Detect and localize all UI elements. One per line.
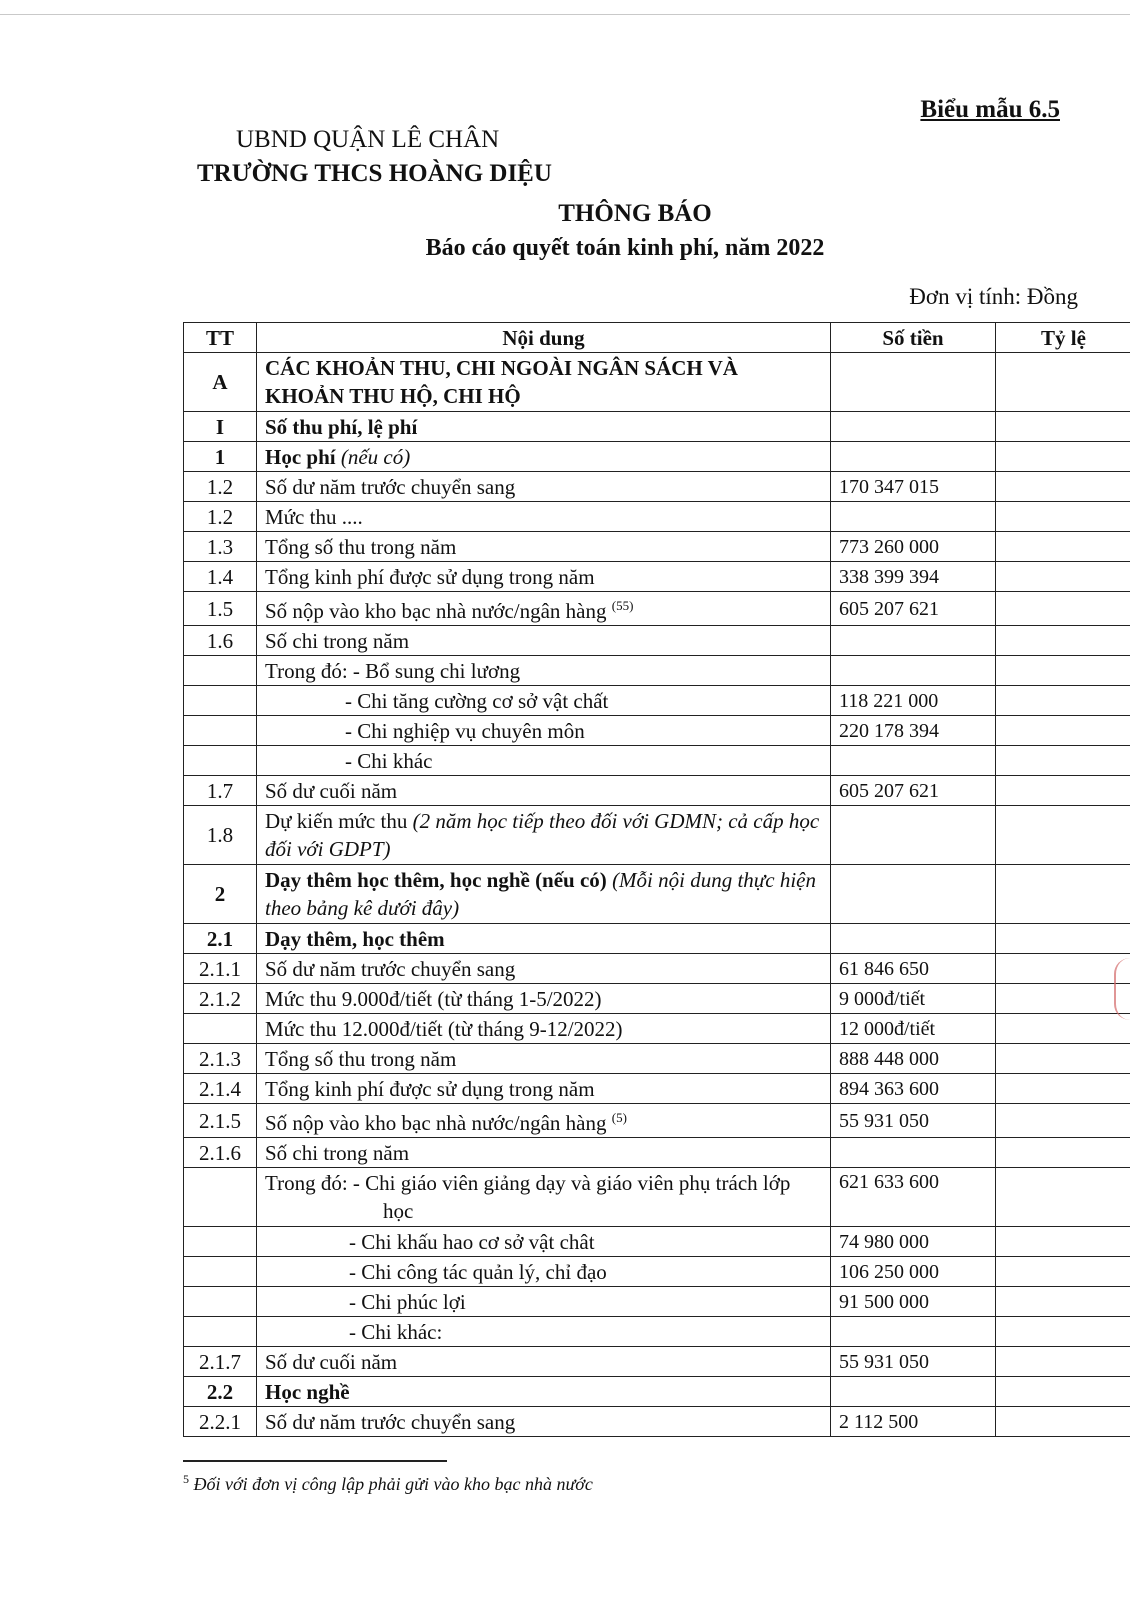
row-content: Tổng kinh phí được sử dụng trong năm: [257, 1074, 831, 1104]
table-row: [184, 1168, 1130, 1227]
row-amount: 106 250 000: [831, 1257, 996, 1287]
row-content: [257, 592, 831, 626]
school-name: TRƯỜNG THCS HOÀNG DIỆU: [197, 160, 552, 187]
table-row: [184, 1014, 1130, 1044]
row-amount: [831, 865, 996, 924]
row-ratio: [996, 442, 1130, 472]
row-content-text: Dự kiến mức thu: [265, 809, 408, 833]
row-ratio: [996, 806, 1130, 865]
row-amount: 621 633 600: [831, 1168, 996, 1227]
row-content: - Chi nghiệp vụ chuyên môn: [257, 716, 831, 746]
row-ratio: [996, 532, 1130, 562]
row-amount: 91 500 000: [831, 1287, 996, 1317]
row-tt: 1.7: [184, 776, 257, 806]
budget-table: [183, 322, 1130, 1437]
row-content: [257, 1104, 831, 1138]
row-content: [257, 442, 831, 472]
row-tt: [184, 656, 257, 686]
row-content: - Chi khấu hao cơ sở vật chât: [257, 1227, 831, 1257]
row-ratio: [996, 1347, 1130, 1377]
row-content-note: (2 năm học tiếp theo đối với GDMN; cả cấp học đối với GDPT): [265, 809, 820, 861]
row-amount: [831, 1138, 996, 1168]
row-content: Số dư năm trước chuyển sang: [257, 472, 831, 502]
footnote-mark: 5: [183, 1472, 189, 1486]
row-tt: 2: [184, 865, 257, 924]
row-ratio: [996, 1168, 1130, 1227]
table-row: [184, 656, 1130, 686]
scan-edge-line: [0, 14, 1130, 15]
table-row: [184, 686, 1130, 716]
table-row: [184, 1257, 1130, 1287]
row-tt: [184, 686, 257, 716]
row-tt: 1.4: [184, 562, 257, 592]
row-amount: [831, 353, 996, 412]
row-content: Số dư cuối năm: [257, 776, 831, 806]
row-content: [257, 865, 831, 924]
row-ratio: [996, 865, 1130, 924]
table-row: [184, 1347, 1130, 1377]
row-amount: [831, 1317, 996, 1347]
row-content: Mức thu 12.000đ/tiết (từ tháng 9-12/2022): [257, 1014, 831, 1044]
row-amount: [831, 806, 996, 865]
row-amount: [831, 924, 996, 954]
table-row: [184, 1377, 1130, 1407]
row-content: Tổng số thu trong năm: [257, 1044, 831, 1074]
row-amount: 55 931 050: [831, 1104, 996, 1138]
row-ratio: [996, 1287, 1130, 1317]
table-row: [184, 984, 1130, 1014]
report-title: Báo cáo quyết toán kinh phí, năm 2022: [425, 235, 825, 261]
table-row: [184, 442, 1130, 472]
row-tt: A: [184, 353, 257, 412]
footnote-text: Đối với đơn vị công lập phải gửi vào kho bạc nhà nước: [193, 1474, 593, 1494]
row-tt: [184, 716, 257, 746]
row-amount: 605 207 621: [831, 592, 996, 626]
row-amount: [831, 626, 996, 656]
row-tt: [184, 1227, 257, 1257]
row-amount: 888 448 000: [831, 1044, 996, 1074]
row-content-text: Học phí: [265, 444, 336, 469]
row-content-text: Trong đó: - Chi giáo viên giảng dạy và giáo viên phụ trách lớp: [265, 1171, 791, 1195]
row-amount: 118 221 000: [831, 686, 996, 716]
table-row: [184, 865, 1130, 924]
footnote-ref: (5): [611, 1110, 627, 1125]
row-content: Mức thu 9.000đ/tiết (từ tháng 1-5/2022): [257, 984, 831, 1014]
row-content: - Chi công tác quản lý, chỉ đạo: [257, 1257, 831, 1287]
table-row: [184, 716, 1130, 746]
row-tt: 2.2.1: [184, 1407, 257, 1437]
row-ratio: [996, 1044, 1130, 1074]
row-tt: 2.1.1: [184, 954, 257, 984]
row-ratio: [996, 1317, 1130, 1347]
row-amount: 12 000đ/tiết: [831, 1014, 996, 1044]
row-tt: 1: [184, 442, 257, 472]
row-tt: 2.1.5: [184, 1104, 257, 1138]
row-content-note: (nếu có): [340, 444, 411, 469]
row-ratio: [996, 716, 1130, 746]
table-row: [184, 353, 1130, 412]
row-content: - Chi tăng cường cơ sở vật chất: [257, 686, 831, 716]
row-content: CÁC KHOẢN THU, CHI NGOÀI NGÂN SÁCH VÀ KHOẢN THU HỘ, CHI HỘ: [257, 353, 831, 412]
footnote: [183, 1472, 593, 1495]
row-content-text: Dạy thêm học thêm, học nghề (nếu có): [265, 868, 607, 892]
row-ratio: [996, 1227, 1130, 1257]
row-amount: 220 178 394: [831, 716, 996, 746]
table-row: [184, 1287, 1130, 1317]
row-ratio: [996, 656, 1130, 686]
row-tt: 2.1.3: [184, 1044, 257, 1074]
row-ratio: [996, 1257, 1130, 1287]
table-row: [184, 502, 1130, 532]
row-ratio: [996, 924, 1130, 954]
row-amount: 55 931 050: [831, 1347, 996, 1377]
row-amount: 9 000đ/tiết: [831, 984, 996, 1014]
table-row: [184, 924, 1130, 954]
row-content: Số dư năm trước chuyển sang: [257, 954, 831, 984]
row-amount: 170 347 015: [831, 472, 996, 502]
row-tt: 2.1.7: [184, 1347, 257, 1377]
row-ratio: [996, 472, 1130, 502]
row-tt: [184, 1014, 257, 1044]
row-content: Học nghề: [257, 1377, 831, 1407]
table-row: [184, 1227, 1130, 1257]
row-ratio: [996, 1104, 1130, 1138]
row-content: Số dư năm trước chuyển sang: [257, 1407, 831, 1437]
row-content-continuation: học: [383, 1199, 414, 1223]
row-tt: 2.1.2: [184, 984, 257, 1014]
row-ratio: [996, 592, 1130, 626]
table-row: [184, 412, 1130, 442]
row-content: Số thu phí, lệ phí: [257, 412, 831, 442]
table-row: [184, 472, 1130, 502]
row-tt: [184, 1287, 257, 1317]
table-row: [184, 776, 1130, 806]
table-row: [184, 1407, 1130, 1437]
table-row: [184, 1044, 1130, 1074]
row-tt: 2.1.6: [184, 1138, 257, 1168]
row-tt: 1.5: [184, 592, 257, 626]
unit-label: Đơn vị tính: Đồng: [909, 284, 1078, 309]
row-ratio: [996, 562, 1130, 592]
row-content: Dạy thêm, học thêm: [257, 924, 831, 954]
row-amount: 2 112 500: [831, 1407, 996, 1437]
row-tt: 2.1.4: [184, 1074, 257, 1104]
row-tt: 1.2: [184, 502, 257, 532]
row-ratio: [996, 1074, 1130, 1104]
table-row: [184, 1138, 1130, 1168]
row-amount: [831, 656, 996, 686]
row-tt: 1.3: [184, 532, 257, 562]
row-amount: 605 207 621: [831, 776, 996, 806]
header-content: Nội dung: [257, 323, 831, 353]
row-content: Trong đó: - Bổ sung chi lương: [257, 656, 831, 686]
row-ratio: [996, 1138, 1130, 1168]
red-stamp-edge: [1114, 958, 1130, 1020]
row-ratio: [996, 776, 1130, 806]
row-tt: [184, 1317, 257, 1347]
table-row: [184, 746, 1130, 776]
row-tt: [184, 746, 257, 776]
row-content: Tổng kinh phí được sử dụng trong năm: [257, 562, 831, 592]
row-ratio: [996, 412, 1130, 442]
row-ratio: [996, 954, 1130, 984]
table-row: [184, 562, 1130, 592]
row-tt: 1.2: [184, 472, 257, 502]
row-amount: [831, 1377, 996, 1407]
row-tt: 2.2: [184, 1377, 257, 1407]
table-row: [184, 1317, 1130, 1347]
row-tt: 2.1: [184, 924, 257, 954]
row-tt: 1.6: [184, 626, 257, 656]
footnote-divider: [183, 1460, 447, 1462]
table-row: [184, 1074, 1130, 1104]
table-row: [184, 806, 1130, 865]
organization-name: UBND QUẬN LÊ CHÂN: [236, 126, 500, 153]
table-row: [184, 1104, 1130, 1138]
table-row: [184, 592, 1130, 626]
row-content: Số chi trong năm: [257, 1138, 831, 1168]
header-tt: TT: [184, 323, 257, 353]
table-header-row: [184, 323, 1130, 353]
row-amount: 338 399 394: [831, 562, 996, 592]
row-tt: 1.8: [184, 806, 257, 865]
row-amount: [831, 442, 996, 472]
row-ratio: [996, 746, 1130, 776]
row-content: Mức thu ....: [257, 502, 831, 532]
row-content: [257, 806, 831, 865]
row-content-text: Số nộp vào kho bạc nhà nước/ngân hàng: [265, 1111, 607, 1135]
row-amount: [831, 746, 996, 776]
row-content: Số chi trong năm: [257, 626, 831, 656]
row-content: Tổng số thu trong năm: [257, 532, 831, 562]
header-ratio: Tỷ lệ: [996, 323, 1130, 353]
row-tt: I: [184, 412, 257, 442]
row-content: - Chi phúc lợi: [257, 1287, 831, 1317]
row-tt: [184, 1168, 257, 1227]
row-ratio: [996, 1377, 1130, 1407]
row-ratio: [996, 686, 1130, 716]
row-content-note: (Mỗi nội dung thực hiện theo bảng kê dưới đây): [265, 868, 816, 920]
row-amount: 61 846 650: [831, 954, 996, 984]
row-amount: 74 980 000: [831, 1227, 996, 1257]
row-content: [257, 1168, 831, 1227]
row-ratio: [996, 1407, 1130, 1437]
row-amount: [831, 502, 996, 532]
row-ratio: [996, 502, 1130, 532]
table-row: [184, 532, 1130, 562]
row-ratio: [996, 626, 1130, 656]
row-ratio: [996, 353, 1130, 412]
table-row: [184, 954, 1130, 984]
row-tt: [184, 1257, 257, 1287]
row-amount: 894 363 600: [831, 1074, 996, 1104]
row-content: Số dư cuối năm: [257, 1347, 831, 1377]
form-label: Biểu mẫu 6.5: [920, 96, 1060, 123]
row-content: - Chi khác:: [257, 1317, 831, 1347]
footnote-ref: (55): [611, 598, 634, 613]
row-amount: [831, 412, 996, 442]
row-amount: 773 260 000: [831, 532, 996, 562]
row-ratio: [996, 1014, 1130, 1044]
table-row: [184, 626, 1130, 656]
row-content: - Chi khác: [257, 746, 831, 776]
row-ratio: [996, 984, 1130, 1014]
header-amount: Số tiền: [831, 323, 996, 353]
notice-title: THÔNG BÁO: [558, 200, 712, 227]
row-content-text: Số nộp vào kho bạc nhà nước/ngân hàng: [265, 599, 607, 623]
